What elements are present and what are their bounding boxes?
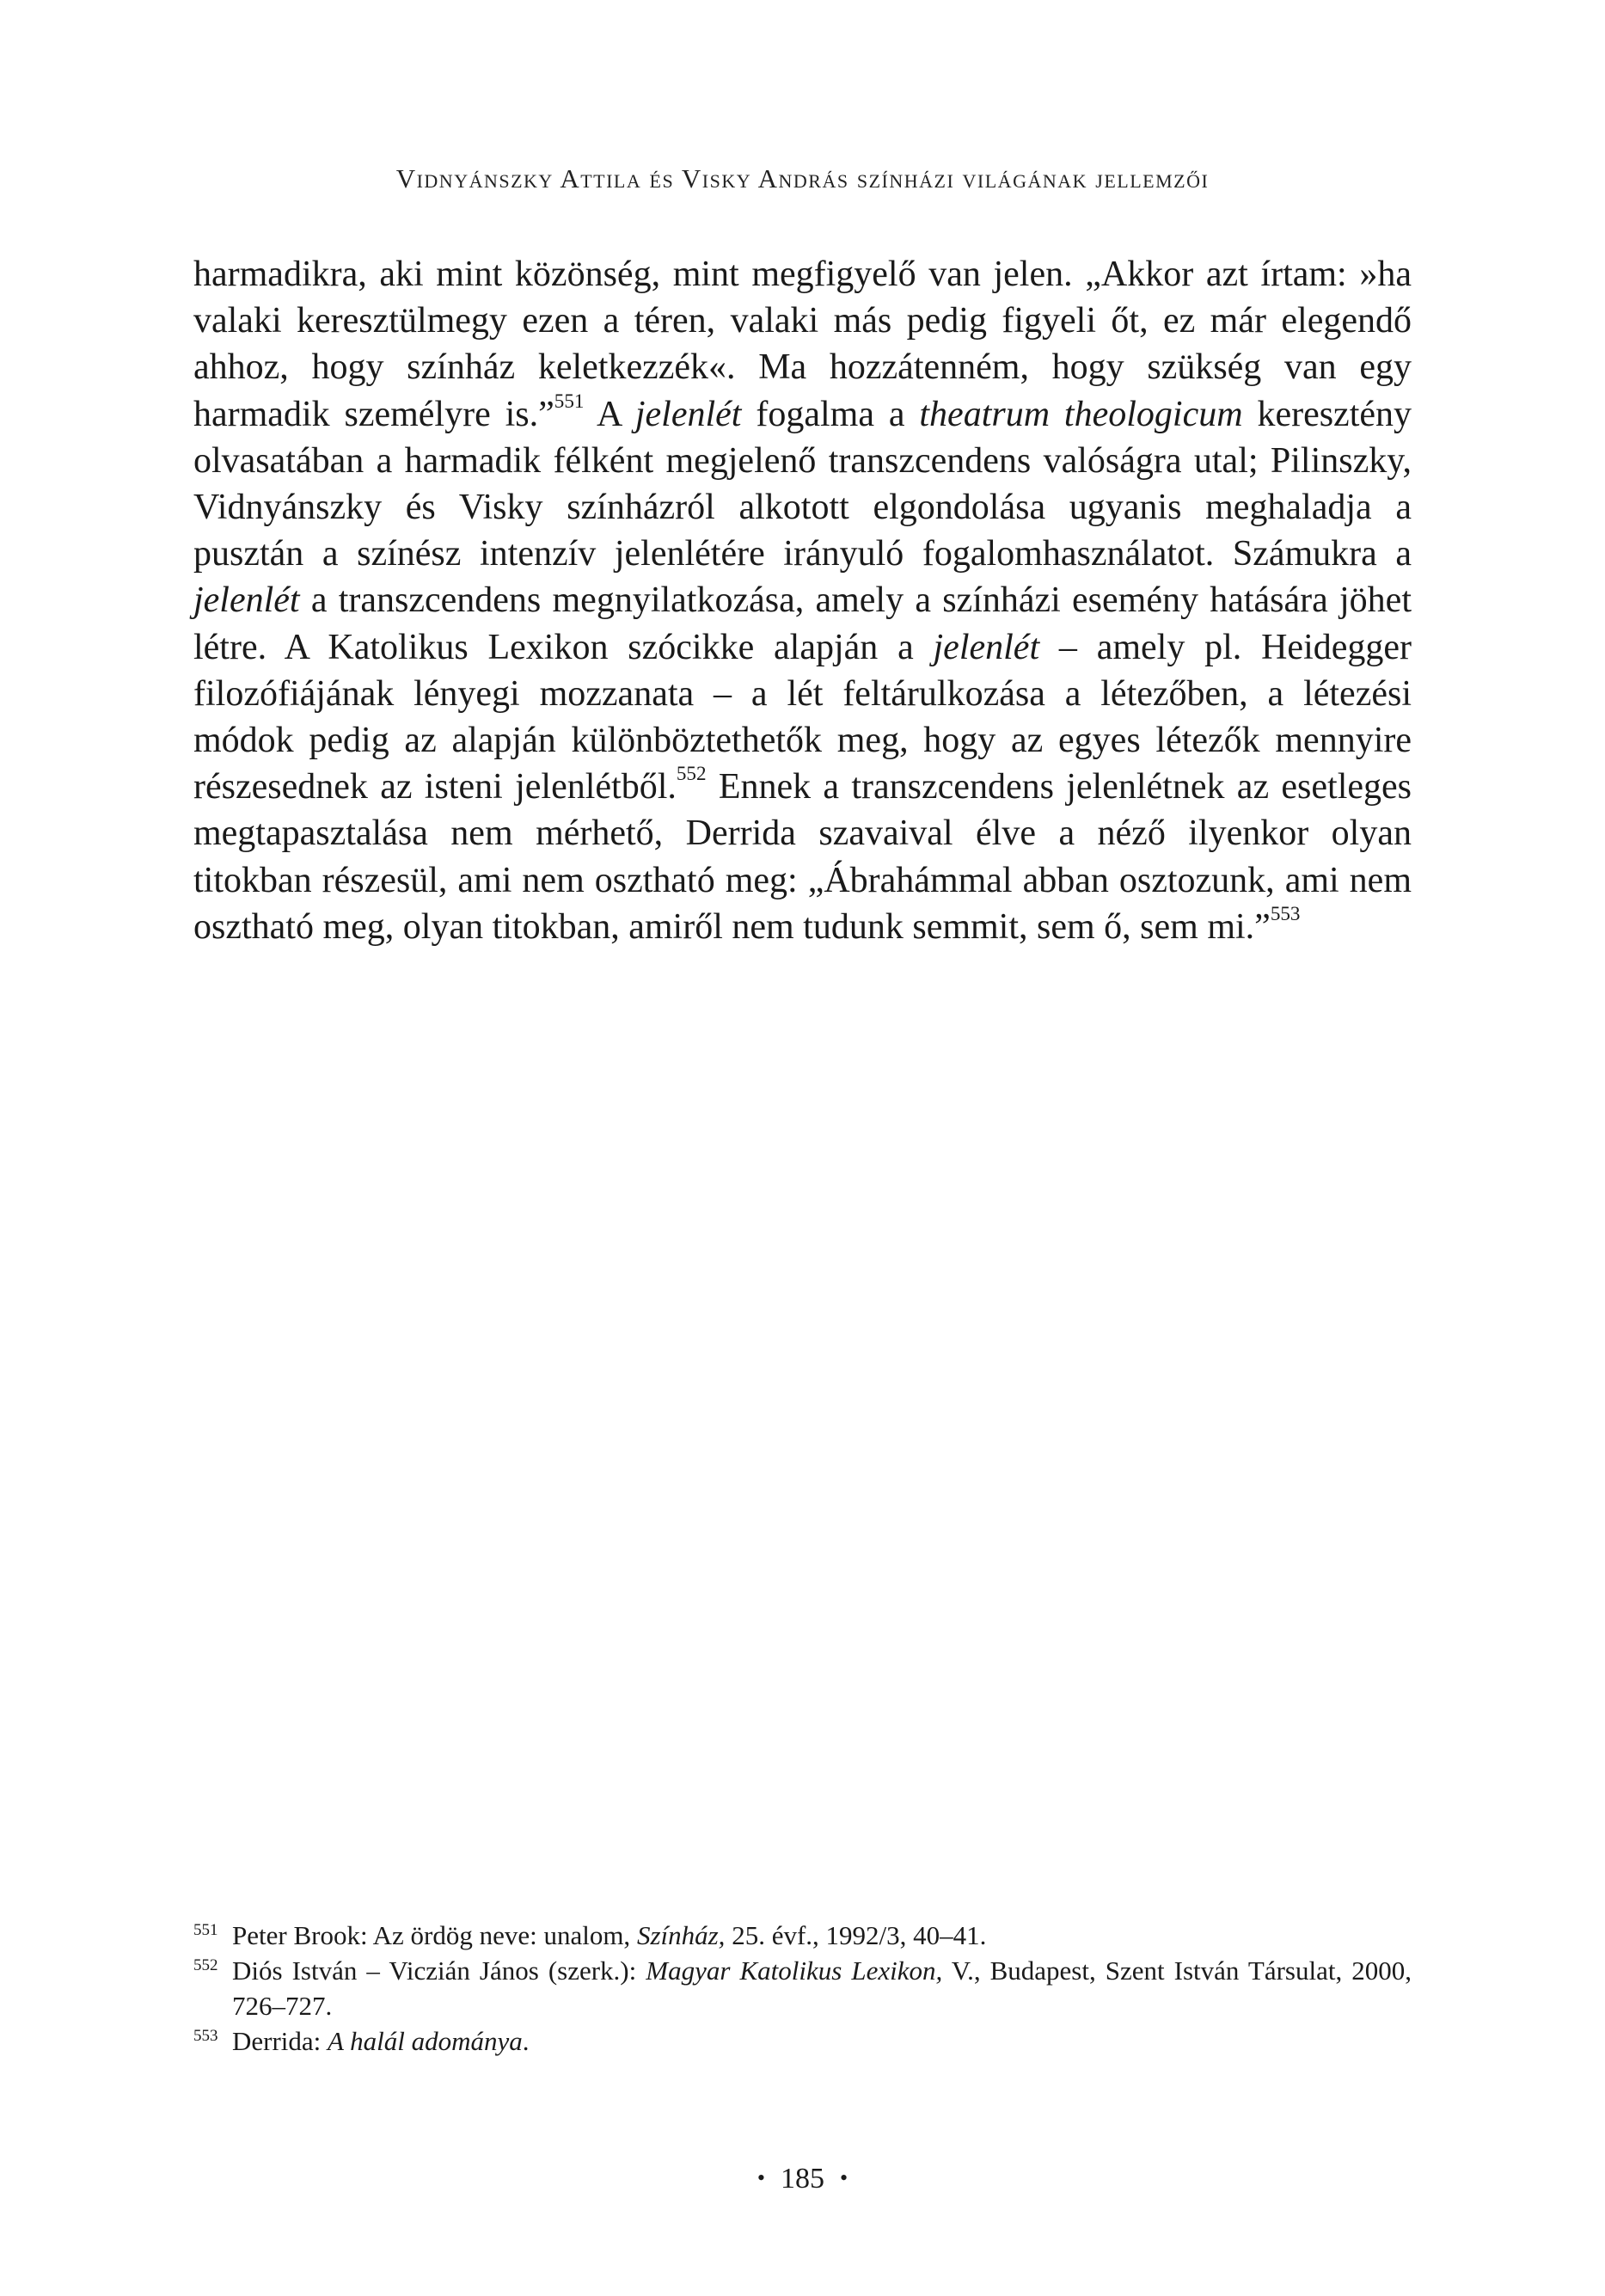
italic-term: jelenlét [193, 580, 300, 621]
footnote-text: Diós István – Viczián János (szerk.): [232, 1955, 646, 1986]
bullet-icon: • [840, 2165, 848, 2190]
footnote-ref[interactable]: 553 [1270, 902, 1301, 925]
footnote-text: . [522, 2026, 530, 2056]
footnote-number: 552 [193, 1956, 218, 1974]
footnote-italic: A halál adománya [328, 2026, 523, 2056]
footnote [193, 2023, 1412, 2059]
footnotes [193, 1918, 1412, 2059]
footnote-ref[interactable]: 551 [554, 389, 585, 412]
text-run: a transzcendens megnyilatkozása, amely a színházi esemény hatására jöhet létre. A Katolikus Lexikon szócikke alapján a [193, 580, 1412, 667]
page-number-value: 185 [781, 2163, 824, 2195]
bullet-icon: • [757, 2165, 765, 2190]
text-run: keresztény olvasatában a harmadik félként megjelenő transzcendens valóságra utal; Pilinszky, Vidnyánszky és Visky színházról alkotott elgondolása ugyanis meghaladja a pusztán a színész intenzív jelenlétére irányuló fogalomhasználatot. Számukra a [193, 394, 1412, 574]
text-run: A [584, 394, 635, 434]
footnote [193, 1918, 1412, 1953]
running-head: Vidnyánszky Attila és Visky András színházi világának jellemzői [395, 163, 1210, 193]
italic-term: jelenlét [634, 394, 742, 434]
text-run: – amely pl. Heidegger filozófiájának lényegi mozzanata – a lét feltárulkozása a létezőben, a létezési módok pedig az alapján különböztethetők meg, hogy az egyes létezők mennyire részesednek az isteni jelenlétből. [193, 627, 1412, 807]
body-text [193, 251, 1412, 950]
footnote-italic: Színház, [636, 1920, 726, 1950]
footnote-text: 25. évf., 1992/3, 40–41. [725, 1920, 987, 1950]
footnote [193, 1953, 1412, 2023]
text-run: harmadikra, aki mint közönség, mint megfigyelő van jelen. „Akkor azt írtam: »ha valaki keresztülmegy ezen a téren, valaki más pedig figyeli őt, ez már elegendő ahhoz, hogy színház keletkezzék«. Ma hozzátenném, hogy szükség van egy harmadik személyre is.” [193, 255, 1412, 434]
italic-term: theatrum theologicum [919, 394, 1243, 434]
paragraph [193, 251, 1412, 950]
footnote-number: 551 [193, 1921, 218, 1939]
footnote-ref[interactable]: 552 [676, 762, 707, 785]
footnote-italic: Magyar Katolikus Lexikon, [646, 1955, 943, 1986]
footnote-text: V., Budapest, Szent István Társulat, 2000, 726–727. [232, 1955, 1412, 2021]
text-run: fogalma a [741, 394, 920, 434]
footnote-text: Derrida: [232, 2026, 328, 2056]
footnote-text: Peter Brook: Az ördög neve: unalom, [232, 1920, 637, 1950]
footnote-number: 553 [193, 2027, 218, 2045]
italic-term: jelenlét [933, 627, 1040, 667]
page-number [0, 2163, 1605, 2195]
text-run: Ennek a transzcendens jelenlétnek az esetleges megtapasztalása nem mérhető, Derrida szavaival élve a néző ilyenkor olyan titokban részesül, ami nem osztható meg: „Ábrahámmal abban osztozunk, ami nem osztható meg, olyan titokban, amiről nem tudunk semmit, sem ő, sem mi.” [193, 767, 1412, 947]
